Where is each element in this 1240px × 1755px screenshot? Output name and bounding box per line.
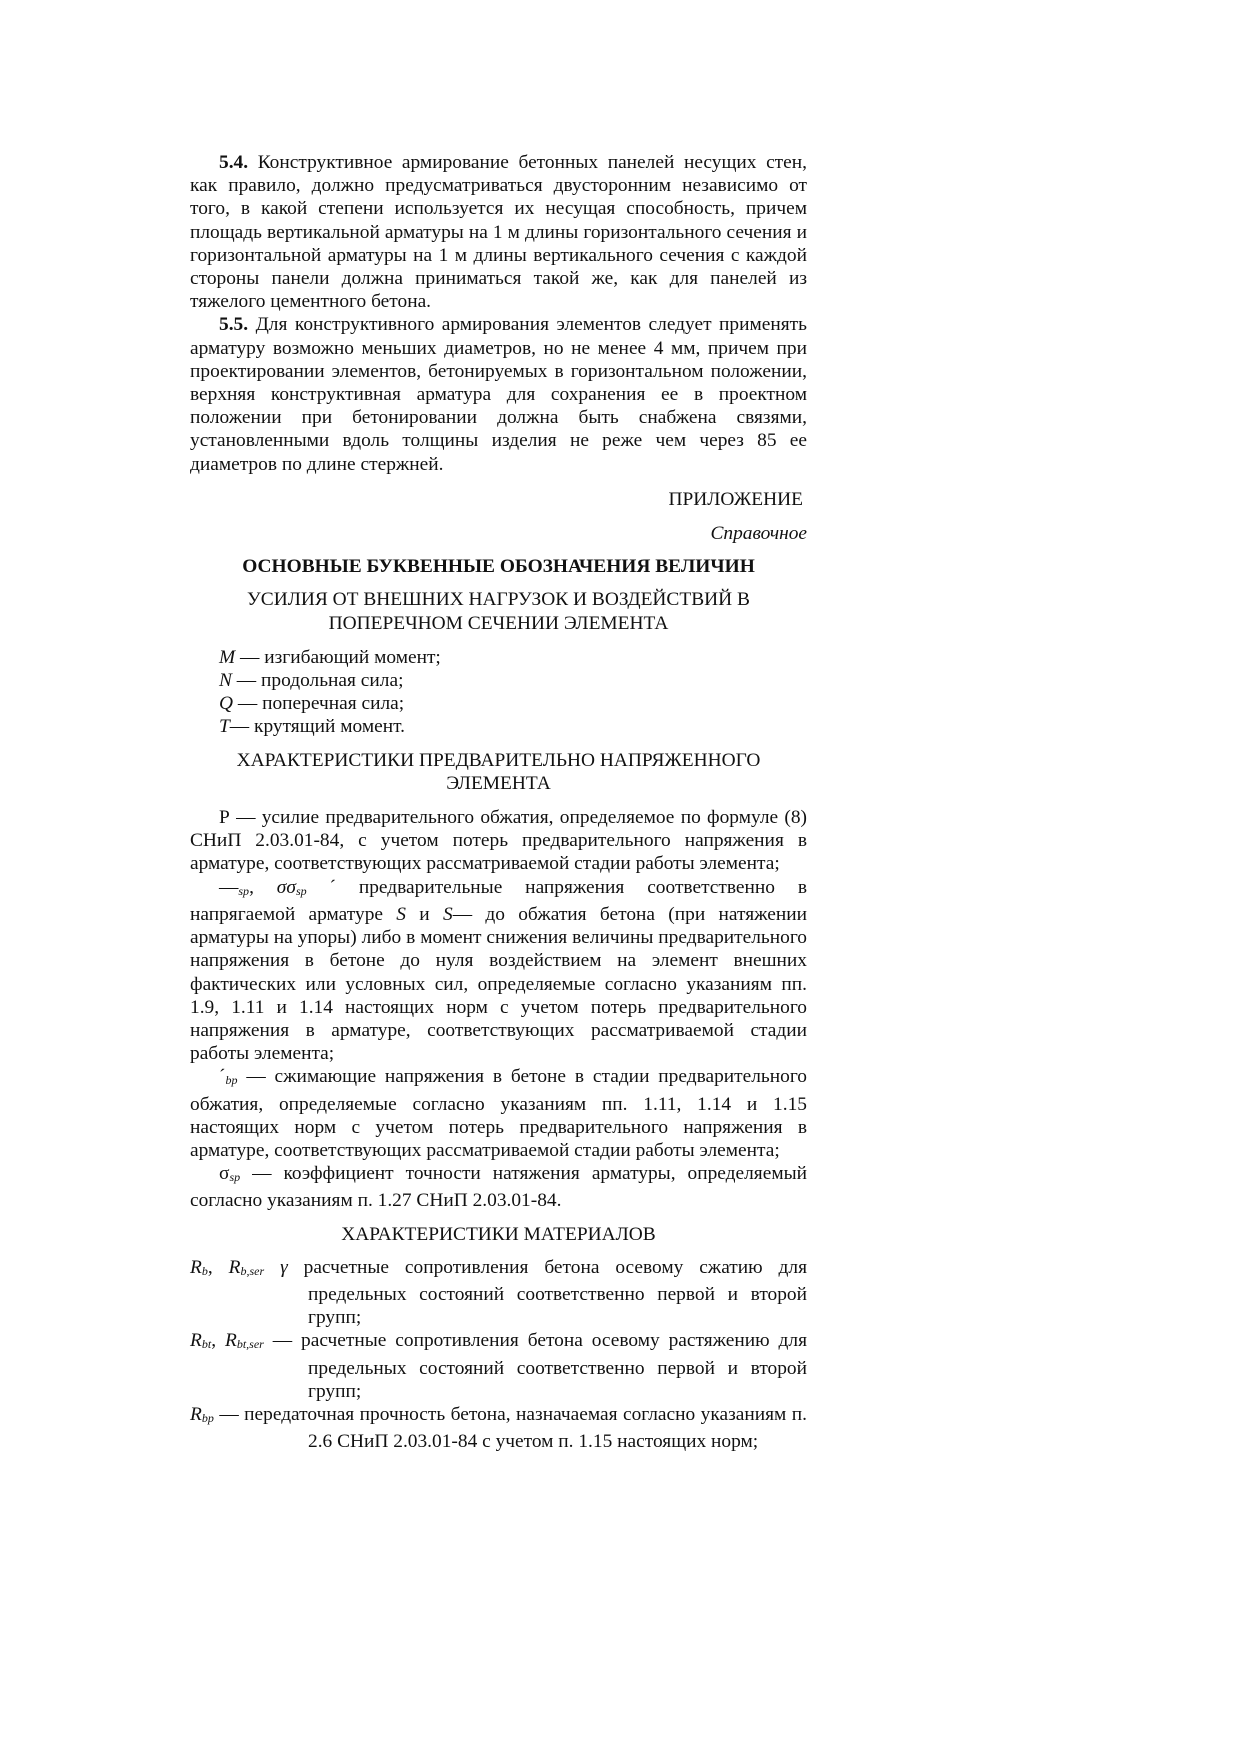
paragraph-5-5 — [190, 313, 807, 475]
page-content — [190, 151, 807, 1453]
definition-rbp: Rbp — передаточная прочность бетона, назначаемая согласно указаниям п. 2.6 СНиП 2.03.01-84 с учетом п. 1.15 настоящих норм; — [190, 1403, 807, 1453]
symbol: N — [219, 670, 232, 692]
forces-list — [190, 646, 807, 739]
clause-number: 5.4. — [219, 152, 249, 173]
definition-gamma-sp: σsp — коэффициент точности натяжения арматуры, определяемый согласно указаниям п. 1.27 СНиП 2.03.01-84. — [190, 1163, 807, 1212]
appendix-label: ПРИЛОЖЕНИЕ — [668, 488, 803, 510]
list-item: N — продольная сила; — [219, 670, 404, 692]
paragraph-text: Для конструктивного армирования элементов следует применять арматуру возможно меньших диаметров, но не менее 4 мм, причем при проектировании элементов, бетонируемых в горизонтальном положении, верхняя конструктивная арматура для сохранения ее в проектном положении при бетонировании должна быть снабжена связями, установленными вдоль толщины изделия не реже чем через 85 ее диаметров по длине стержней. — [190, 314, 807, 475]
section-title-materials: ХАРАКТЕРИСТИКИ МАТЕРИАЛОВ — [341, 1223, 656, 1245]
list-item: Q — поперечная сила; — [219, 693, 405, 715]
symbol: T — [219, 716, 230, 738]
prestressed-definitions — [190, 806, 807, 1212]
materials-definitions — [190, 1256, 807, 1454]
symbol: M — [219, 646, 236, 668]
symbol: Q — [219, 693, 234, 715]
clause-number: 5.5. — [219, 314, 249, 336]
paragraph-5-4 — [190, 151, 807, 313]
list-item: T— крутящий момент. — [219, 716, 405, 738]
symbol: σ — [219, 1163, 230, 1185]
section-title-forces: УСИЛИЯ ОТ ВНЕШНИХ НАГРУЗОК И ВОЗДЕЙСТВИЙ В ПОПЕРЕЧНОМ СЕЧЕНИИ ЭЛЕМЕНТА — [247, 589, 750, 634]
definition-rb: Rb, Rb,ser γ расчетные сопротивления бетона осевому сжатию для предельных состояний соответственно первой и второй групп; — [190, 1256, 808, 1329]
list-item: M — изгибающий момент; — [219, 646, 441, 668]
symbol: σσ — [276, 876, 296, 898]
paragraph-text: Конструктивное армирование бетонных панелей несущих стен, как правило, должно предусматриваться двусторонним независимо от того, в какой степени используется их несущая способность, причем площадь вертикальной арматуры на 1 м длины горизонтального сечения и горизонтальной арматуры на 1 м длины вертикального сечения с каждой стороны панели должна приниматься такой же, как для панелей из тяжелого цементного бетона. — [190, 152, 807, 313]
definition-sigma-bp: ´bp — сжимающие напряжения в бетоне в стадии предварительного обжатия, определяемые согласно указаниям пп. 1.11, 1.14 и 1.15 настоящих норм с учетом потерь предварительного напряжения в арматуре, соответствующих рассматриваемой стадии работы элемента; — [190, 1066, 807, 1161]
definition-p: Р — усилие предварительного обжатия, определяемое по формуле (8) СНиП 2.03.01-84, с учетом потерь предварительного напряжения в арматуре, соответствующих рассматриваемой стадии работы элемента; — [190, 807, 807, 875]
main-title: ОСНОВНЫЕ БУКВЕННЫЕ ОБОЗНАЧЕНИЯ ВЕЛИЧИН — [242, 556, 755, 578]
section-title-prestressed: ХАРАКТЕРИСТИКИ ПРЕДВАРИТЕЛЬНО НАПРЯЖЕННОГО ЭЛЕМЕНТА — [236, 749, 761, 794]
definition-sigma-sp: —sp, σσsp ´ предварительные напряжения соответственно в напрягаемой арматуре S и S— до обжатия бетона (при натяжении арматуры на упоры) либо в момент снижения величины предварительного напряжения в бетоне до нуля воздействием на элемент внешних фактических или условных сил, определяемые согласно указаниям пп. 1.9, 1.11 и 1.14 настоящих норм с учетом потерь предварительного напряжения в арматуре, соответствующих рассматриваемой стадии работы элемента; — [190, 876, 808, 1065]
appendix-type: Справочное — [710, 523, 807, 545]
definition-rbt: Rbt, Rbt,ser — расчетные сопротивления бетона осевому растяжению для предельных состояний соответственно первой и второй групп; — [190, 1330, 807, 1402]
